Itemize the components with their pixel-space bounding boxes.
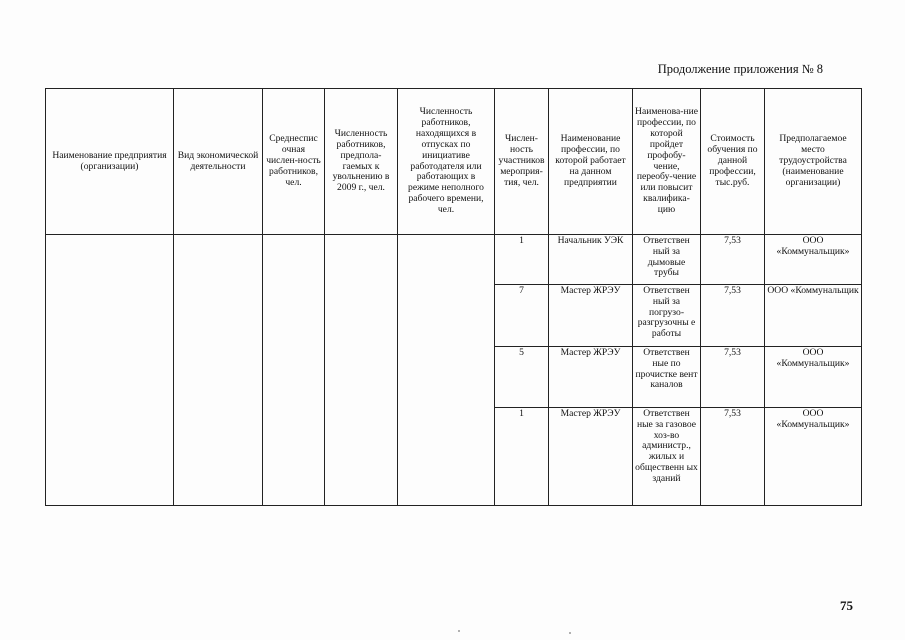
column-header-training-profession: Наименова-ние профессии, по которой пройдет профобу-чение, переобу-чение или повысит квалифика-цию: [633, 89, 701, 235]
column-header-current-profession: Наименование профессии, по которой работает на данном предприятии: [549, 89, 633, 235]
cost-cell: 7,53: [701, 347, 765, 408]
activity-cell: [174, 235, 263, 506]
part-time-cell: [398, 235, 495, 506]
training-cell: Ответствен ный за дымовые трубы: [633, 235, 701, 285]
profession-cell: Мастер ЖРЭУ: [549, 408, 633, 506]
employer-cell: ООО «Коммунальщик»: [765, 408, 862, 506]
training-cell: Ответствен ные по прочистке вент каналов: [633, 347, 701, 408]
employer-cell: ООО «Коммунальщик»: [765, 347, 862, 408]
participants-cell: 5: [495, 347, 549, 408]
table-header-row: [46, 89, 862, 235]
column-header-enterprise: Наименование предприятия (организации): [46, 89, 174, 235]
table-row: [46, 235, 862, 285]
cost-cell: 7,53: [701, 285, 765, 347]
column-header-participants: Числен-ность участников мероприя-тия, чел.: [495, 89, 549, 235]
column-header-employer: Предполагаемое место трудоустройства (наименование организации): [765, 89, 862, 235]
profession-cell: Мастер ЖРЭУ: [549, 347, 633, 408]
column-header-cost: Стоимость обучения по данной профессии, тыс.руб.: [701, 89, 765, 235]
planned-layoffs-cell: [325, 235, 398, 506]
enterprise-cell: [46, 235, 174, 506]
column-header-activity: Вид экономической деятельности: [174, 89, 263, 235]
participants-cell: 1: [495, 408, 549, 506]
participants-cell: 7: [495, 285, 549, 347]
profession-cell: Начальник УЭК: [549, 235, 633, 285]
profession-cell: Мастер ЖРЭУ: [549, 285, 633, 347]
training-cell: Ответствен ные за газовое хоз-во администр., жилых и общественн ых зданий: [633, 408, 701, 506]
document-title: Продолжение приложения № 8: [657, 62, 823, 76]
scan-speck: [458, 630, 460, 632]
cost-cell: 7,53: [701, 235, 765, 285]
participants-cell: 1: [495, 235, 549, 285]
column-header-planned-layoffs: Численность работников, предпола-гаемых к увольнению в 2009 г., чел.: [325, 89, 398, 235]
training-cell: Ответствен ный за погрузо-разгрузочны е работы: [633, 285, 701, 347]
scan-speck: [569, 632, 571, 634]
page-number: 75: [840, 598, 853, 613]
avg-staff-cell: [263, 235, 325, 506]
cost-cell: 7,53: [701, 408, 765, 506]
column-header-avg-staff: Среднеспис очная числен-ность работников, чел.: [263, 89, 325, 235]
employer-cell: ООО «Коммунальщик: [765, 285, 862, 347]
retraining-table: [45, 88, 862, 506]
column-header-part-time: Численность работников, находящихся в отпусках по инициативе работодателя или работающих в режиме неполного рабочего времени, чел.: [398, 89, 495, 235]
employer-cell: ООО «Коммунальщик»: [765, 235, 862, 285]
